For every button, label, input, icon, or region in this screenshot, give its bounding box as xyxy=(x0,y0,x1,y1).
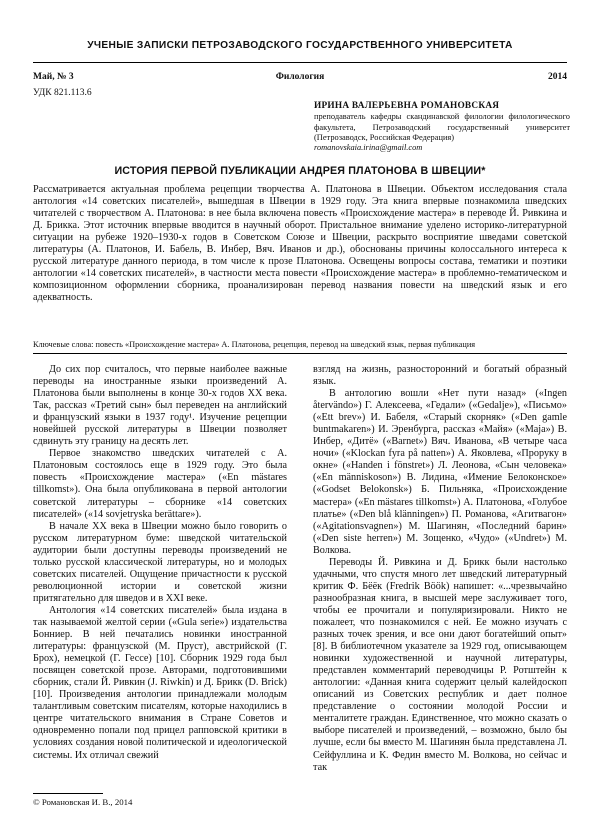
paragraph: взгляд на жизнь, разносторонний и богатый образный язык. xyxy=(313,364,567,388)
author-affiliation: преподаватель кафедры скандинавской филологии филологического факультета, Петрозаводский государственный университет (Петрозаводск, Российская Федерация) xyxy=(314,112,570,142)
paragraph: В антологию вошли «Нет пути назад» («Ingen återvändo») Г. Алексеева, «Гедали» («Gedalje»), «Письмо» («Ett brev») И. Бабеля, «Старый скорняк» («Den gamle buntmakaren») И. Эренбурга, рассказ «Майя» («Maja») В. Инбер, «Дитё» («Barnet») Вяч. Иванова, «В четыре часа ночи» («Klockan fyra på natten») А. Яковлева, «Проруку в окне» («Handen i fönstret») Л. Леонова, «Сын человека» («En människoson») В. Лидина, «Имение Белоконское» («Godset Belokonsk») Б. Пильняка, «Происхождение мастера» («En mästares tillkomst») А. Платонова, «Голубое платье» («Den blå klänningen») П. Романова, «Агитвагон» («Agitationsvagnen») М. Шагинян, «Последний барин» («Den siste herren») М. Зощенко, «Чудо» («Undret») М. Волкова. xyxy=(313,388,567,556)
paragraph: Первое знакомство шведских читателей с А. Платоновым состоялось еще в 1929 году. Это была повесть «Происхождение мастера» («En mästares tillkomst»). Она была опубликована в первой антологии советской литературы – сборнике «14 советских писателей» («14 sovjetryska berättare»). xyxy=(33,448,287,520)
paragraph: До сих пор считалось, что первые наиболее важные переводы на иностранные языки произведений А. Платонова были выполнены в конце 30-х годов XX века. Так, рассказ «Третий сын» был переведен на английский и французский языки в 1937 году¹. Изучение рецепции новейшей русской литературы в Швеции позволяет сдвинуть эту границу на десять лет. xyxy=(33,364,287,448)
section-name: Филология xyxy=(275,72,325,82)
paragraph: В начале XX века в Швеции можно было говорить о русском литературном буме: шведской читательской аудитории были доступны переводы произведений не только русской классической литературы, но и молодых советских писателей. Ощущение причастности к русской революционной истории и советской жизни притягательно для шведов и в XXI веке. xyxy=(33,520,287,604)
author-block xyxy=(314,101,570,153)
paragraph: Переводы Й. Ривкина и Д. Брикк были настолько удачными, что спустя много лет шведский литературный критик Ф. Бёёк (Fredrik Böök) напишет: «...чрезвычайно разнообразная книга, в высшей мере заслуживает того, чтобы ее прочитали и популяризировали. Никто не пожалеет, что познакомился с ней. Ее можно изучать с разных точек зрения, и все они дают богатейший опыт» [8]. В библиотечном указателе за 1929 год, описывающем новинки художественной и научной литературы, представлен комментарий переводчицы Р. Ротштейн к антологии: «Данная книга содержит целый калейдоскоп описаний из Советских республик и дает полное представление о состоянии молодой России и менталитете граждан. Единственное, что можно сказать о выборе писателей и произведений, – возможно, было бы лучше, если бы вместо М. Шагинян была представлена Л. Сейфуллина и К. Федин вместо М. Волкова, но сейчас и так xyxy=(313,556,567,773)
body-column-left xyxy=(33,364,287,762)
section-divider xyxy=(33,353,567,354)
footer-rule xyxy=(33,793,103,794)
keywords: Ключевые слова: повесть «Происхождение мастера» А. Платонова, рецепция, перевод на шведский язык, первая публикация xyxy=(33,340,476,349)
author-name: ИРИНА ВАЛЕРЬЕВНА РОМАНОВСКАЯ xyxy=(314,101,500,111)
udk-code: УДК 821.113.6 xyxy=(33,88,92,98)
issue-year: 2014 xyxy=(548,72,567,82)
copyright: © Романовская И. В., 2014 xyxy=(33,797,133,807)
paragraph: Антология «14 советских писателей» была издана в так называемой желтой серии («Gula serie») издательства Бонниер. В ней печатались новинки иностранной литературы: французской (М. Пруст), австрийской (Г. Брох), немецкой (Г. Гессе) [10]. Сборник 1929 года был посвящен советской прозе. Авторами, подготовившими сборник, стали Й. Ривкин (J. Riwkin) и Д. Брикк (D. Brick) [10]. Произведения антологии принадлежали молодым талантливым советским писателям, которые находились в центре читательского внимания в Стране Советов и одновременно попали под прицел рапповской критики в условиях создания новой политической и идеологической системы. Их отличал свежий xyxy=(33,604,287,761)
abstract: Рассматривается актуальная проблема рецепции творчества А. Платонова в Швеции. Объектом исследования стала антология «14 советских писателей», вышедшая в Швеции в 1929 году. Эта книга впервые познакомила шведских читателей с творчеством А. Платонова: в нее была включена повесть «Происхождение мастера» в переводе Й. Ривкина и Д. Брикка. Этот источник впервые вводится в научный оборот. Пристальное внимание уделено историко-литературной ситуации на рубеже 1920–1930-х годов в Советском Союзе и Швеции, раскрыто восприятие шведами советской литературы (А. Платонов, И. Бабель, В. Инбер, Вяч. Иванов и др.), обоснованы причины колоссального интереса к русской литературе данного периода, в том числе к прозе Платонова. Освещены вопросы состава, тематики и поэтики антологии «14 советских писателей», в частности места повести «Происхождение мастера» в проблемно-тематическом и композиционном оформлении сборника, проанализирован перевод названия повести на шведский язык и его адекватность. xyxy=(33,184,567,304)
body-column-right xyxy=(313,364,567,774)
article-title: ИСТОРИЯ ПЕРВОЙ ПУБЛИКАЦИИ АНДРЕЯ ПЛАТОНОВА В ШВЕЦИИ* xyxy=(114,165,486,177)
author-email[interactable]: romanovskaia.irina@gmail.com xyxy=(314,143,423,153)
issue-number: Май, № 3 xyxy=(33,72,74,82)
header-rule xyxy=(33,62,567,63)
journal-title: УЧЕНЫЕ ЗАПИСКИ ПЕТРОЗАВОДСКОГО ГОСУДАРСТВЕННОГО УНИВЕРСИТЕТА xyxy=(87,40,513,51)
